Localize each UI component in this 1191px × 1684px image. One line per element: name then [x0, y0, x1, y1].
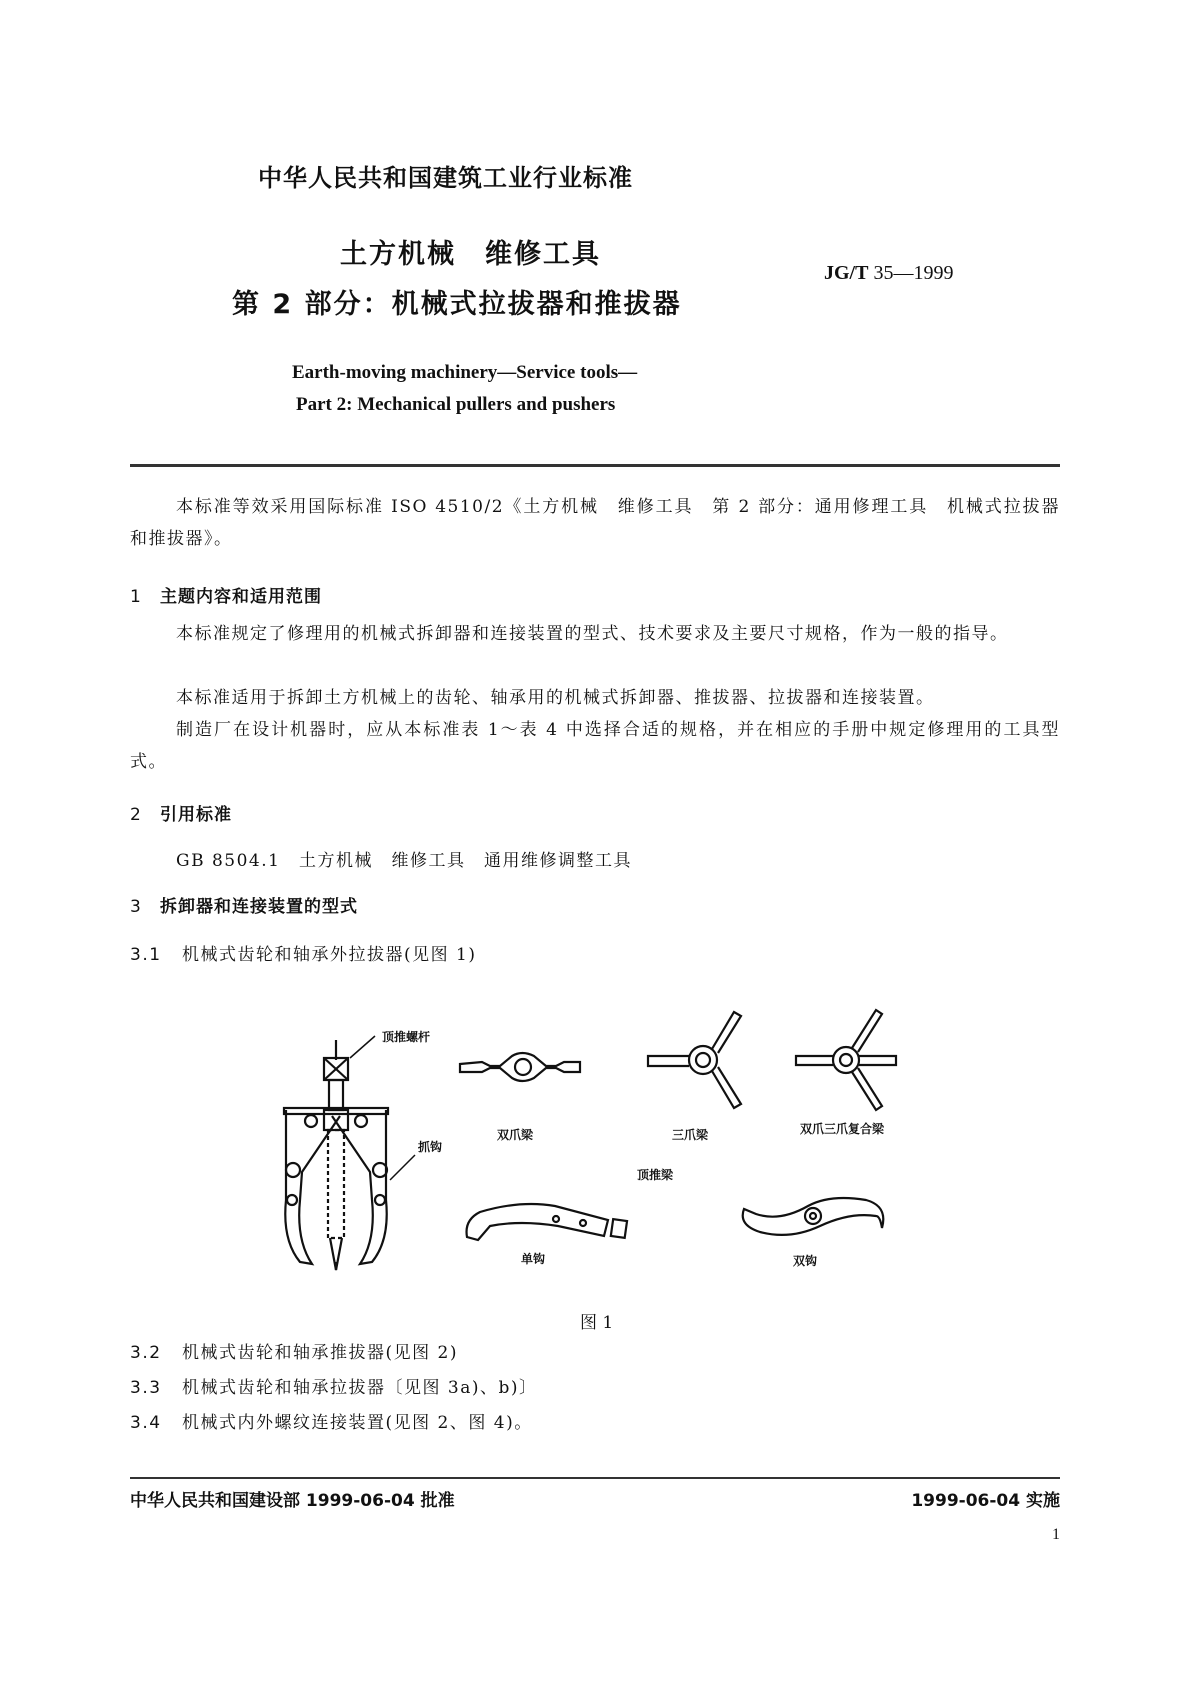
two-jaw-beam-icon	[460, 1053, 580, 1081]
label-three-jaw-beam: 三爪梁	[672, 1128, 709, 1142]
label-push-screw: 顶推螺杆	[382, 1030, 431, 1044]
figure-1-caption: 图 1	[580, 1313, 614, 1333]
subsection-number: 3.4	[130, 1413, 162, 1433]
subsection-3-2	[130, 1338, 458, 1363]
intro-paragraph: 本标准等效采用国际标准 ISO 4510/2《土方机械 维修工具 第 2 部分：通用修理工具 机械式拉拔器和推拔器》。	[130, 497, 1060, 549]
subsection-number: 3.3	[130, 1378, 162, 1398]
label-grab-hook: 抓钩	[418, 1140, 443, 1154]
title-line-1: 土方机械 维修工具	[340, 239, 601, 270]
subsection-text: 机械式齿轮和轴承外拉拔器(见图 1)	[182, 945, 477, 965]
subsection-3-3	[130, 1373, 538, 1398]
section-1-paragraph-3: 制造厂在设计机器时，应从本标准表 1～表 4 中选择合适的规格，并在相应的手册中规定修理用的工具型式。	[130, 720, 1060, 772]
subsection-number: 3.1	[130, 945, 162, 965]
double-hook-icon	[743, 1198, 884, 1235]
combined-beam-icon	[796, 1010, 896, 1110]
implementation-date: 1999-06-04 实施	[911, 1491, 1060, 1511]
english-title-line-2: Part 2: Mechanical pullers and pushers	[296, 394, 616, 415]
section-title: 拆卸器和连接装置的型式	[160, 897, 358, 917]
standard-code-number: 35—1999	[873, 262, 954, 284]
single-hook-icon	[467, 1204, 628, 1240]
section-title: 引用标准	[160, 805, 232, 825]
section-number: 1	[130, 587, 142, 607]
subsection-3-4	[130, 1408, 533, 1433]
section-number: 2	[130, 805, 142, 825]
section-number: 3	[130, 897, 142, 917]
puller-assembly-icon	[284, 1036, 415, 1270]
label-push-beam: 顶推梁	[637, 1168, 674, 1182]
label-two-jaw-beam: 双爪梁	[497, 1128, 534, 1142]
approval-info: 中华人民共和国建设部 1999-06-04 批准	[130, 1491, 455, 1511]
page-number: 1	[1052, 1526, 1060, 1543]
label-single-hook: 单钩	[521, 1252, 546, 1266]
title-line-2: 第 2 部分：机械式拉拔器和推拔器	[232, 289, 682, 320]
subsection-number: 3.2	[130, 1343, 162, 1363]
section-1-paragraph-2: 本标准适用于拆卸土方机械上的齿轮、轴承用的机械式拆卸器、推拔器、拉拔器和连接装置。	[176, 688, 935, 708]
issuing-organization: 中华人民共和国建筑工业行业标准	[258, 164, 633, 192]
label-double-hook: 双钩	[793, 1254, 818, 1268]
footer-divider	[130, 1477, 1060, 1479]
section-title: 主题内容和适用范围	[160, 587, 322, 607]
referenced-standard: GB 8504.1 土方机械 维修工具 通用维修调整工具	[176, 851, 632, 871]
section-1-paragraph-1: 本标准规定了修理用的机械式拆卸器和连接装置的型式、技术要求及主要尺寸规格，作为一般的指导。	[176, 624, 1009, 644]
standard-code-prefix: JG/T	[824, 262, 869, 284]
english-title-line-1: Earth-moving machinery—Service tools—	[292, 362, 638, 383]
label-combined-beam: 双爪三爪复合梁	[800, 1122, 885, 1136]
subsection-text: 机械式齿轮和轴承拉拔器〔见图 3a)、b)〕	[182, 1378, 538, 1398]
subsection-text: 机械式齿轮和轴承推拔器(见图 2)	[182, 1343, 458, 1363]
subsection-text: 机械式内外螺纹连接装置(见图 2、图 4)。	[182, 1413, 533, 1433]
three-jaw-beam-icon	[648, 1012, 741, 1108]
